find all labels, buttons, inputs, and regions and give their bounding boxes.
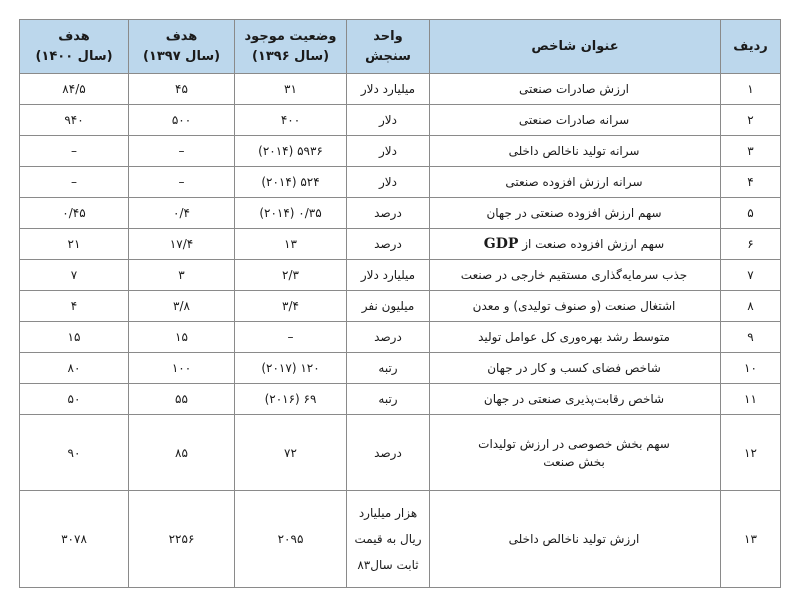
title-line-1: سهم بخش خصوصی در ارزش تولیدات <box>478 436 670 451</box>
cell-target-1400: ۲۱ <box>20 229 129 260</box>
cell-target-1400: ۸۰ <box>20 353 129 384</box>
table-row <box>20 491 781 588</box>
cell-current-value: ۱۳ <box>235 229 347 260</box>
cell-target-1400: ۵۰ <box>20 384 129 415</box>
table-row <box>20 105 781 136</box>
indicator-table-container <box>19 19 780 588</box>
title-text: سهم ارزش افزوده صنعت از <box>522 237 665 251</box>
cell-row-number: ۳ <box>721 136 781 167</box>
cell-target-1397: – <box>129 167 235 198</box>
cell-row-number: ۱۰ <box>721 353 781 384</box>
table-row <box>20 229 781 260</box>
unit-line-2: ریال به قیمت <box>354 532 422 546</box>
cell-indicator-title: شاخص فضای کسب و کار در جهان <box>430 353 721 384</box>
cell-current-value: ۲۰۹۵ <box>235 491 347 588</box>
cell-row-number: ۵ <box>721 198 781 229</box>
header-row-number: ردیف <box>721 20 781 74</box>
cell-indicator-title: سرانه ارزش افزوده صنعتی <box>430 167 721 198</box>
cell-target-1400: ۱۵ <box>20 322 129 353</box>
table-row <box>20 322 781 353</box>
table-row <box>20 384 781 415</box>
header-indicator-title: عنوان شاخص <box>430 20 721 74</box>
cell-unit: دلار <box>347 105 430 136</box>
cell-target-1397: ۳ <box>129 260 235 291</box>
cell-target-1397: ۰/۴ <box>129 198 235 229</box>
cell-current-value: ۵۹۳۶ (۲۰۱۴) <box>235 136 347 167</box>
cell-current-value: ۵۲۴ (۲۰۱۴) <box>235 167 347 198</box>
cell-unit: دلار <box>347 136 430 167</box>
cell-target-1400: ۹۴۰ <box>20 105 129 136</box>
cell-target-1400: – <box>20 136 129 167</box>
cell-row-number: ۱۱ <box>721 384 781 415</box>
cell-target-1397: ۱۵ <box>129 322 235 353</box>
cell-current-value: ۶۹ (۲۰۱۶) <box>235 384 347 415</box>
cell-unit: درصد <box>347 322 430 353</box>
cell-indicator-title: متوسط رشد بهره‌وری کل عوامل تولید <box>430 322 721 353</box>
cell-current-value: – <box>235 322 347 353</box>
cell-current-value: ۲/۳ <box>235 260 347 291</box>
cell-target-1397: – <box>129 136 235 167</box>
cell-indicator-title <box>430 415 721 491</box>
cell-indicator-title: ارزش صادرات صنعتی <box>430 74 721 105</box>
cell-row-number: ۱۳ <box>721 491 781 588</box>
cell-indicator-title: شاخص رقابت‌پذیری صنعتی در جهان <box>430 384 721 415</box>
unit-line-3: ثابت سال۸۳ <box>357 558 419 572</box>
cell-indicator-title: جذب سرمایه‌گذاری مستقیم خارجی در صنعت <box>430 260 721 291</box>
cell-indicator-title: اشتغال صنعت (و صنوف تولیدی) و معدن <box>430 291 721 322</box>
header-target-1397: هدف (سال ۱۳۹۷) <box>129 20 235 74</box>
cell-row-number: ۹ <box>721 322 781 353</box>
cell-row-number: ۲ <box>721 105 781 136</box>
header-target-1400: هدف (سال ۱۴۰۰) <box>20 20 129 74</box>
table-header-row <box>20 20 781 74</box>
cell-unit: درصد <box>347 198 430 229</box>
cell-unit: دلار <box>347 167 430 198</box>
cell-target-1397: ۴۵ <box>129 74 235 105</box>
cell-target-1397: ۳/۸ <box>129 291 235 322</box>
cell-row-number: ۴ <box>721 167 781 198</box>
cell-row-number: ۸ <box>721 291 781 322</box>
cell-indicator-title <box>430 229 721 260</box>
cell-unit: میلیارد دلار <box>347 74 430 105</box>
cell-target-1397: ۲۲۵۶ <box>129 491 235 588</box>
cell-row-number: ۱۲ <box>721 415 781 491</box>
cell-indicator-title: سرانه صادرات صنعتی <box>430 105 721 136</box>
cell-unit: رتبه <box>347 353 430 384</box>
cell-target-1397: ۸۵ <box>129 415 235 491</box>
gdp-label: GDP <box>483 236 519 252</box>
table-row <box>20 198 781 229</box>
table-row <box>20 136 781 167</box>
table-row <box>20 415 781 491</box>
cell-target-1397: ۱۷/۴ <box>129 229 235 260</box>
cell-current-value: ۰/۳۵ (۲۰۱۴) <box>235 198 347 229</box>
cell-unit: درصد <box>347 229 430 260</box>
cell-unit: درصد <box>347 415 430 491</box>
cell-target-1400: ۰/۴۵ <box>20 198 129 229</box>
cell-target-1400: ۷ <box>20 260 129 291</box>
cell-row-number: ۱ <box>721 74 781 105</box>
cell-current-value: ۷۲ <box>235 415 347 491</box>
unit-line-1: هزار میلیارد <box>358 506 418 520</box>
cell-indicator-title: ارزش تولید ناخالص داخلی <box>430 491 721 588</box>
cell-target-1400: ۸۴/۵ <box>20 74 129 105</box>
industry-indicators-table <box>19 19 781 588</box>
cell-indicator-title: سهم ارزش افزوده صنعتی در جهان <box>430 198 721 229</box>
cell-row-number: ۶ <box>721 229 781 260</box>
cell-current-value: ۳/۴ <box>235 291 347 322</box>
table-row <box>20 167 781 198</box>
cell-target-1397: ۵۰۰ <box>129 105 235 136</box>
cell-unit <box>347 491 430 588</box>
cell-indicator-title: سرانه تولید ناخالص داخلی <box>430 136 721 167</box>
cell-target-1400: ۹۰ <box>20 415 129 491</box>
table-row <box>20 353 781 384</box>
cell-unit: میلیون نفر <box>347 291 430 322</box>
cell-unit: رتبه <box>347 384 430 415</box>
cell-current-value: ۳۱ <box>235 74 347 105</box>
cell-target-1400: ۳۰۷۸ <box>20 491 129 588</box>
table-row <box>20 291 781 322</box>
table-row <box>20 74 781 105</box>
header-unit: واحد سنجش <box>347 20 430 74</box>
cell-row-number: ۷ <box>721 260 781 291</box>
cell-target-1397: ۱۰۰ <box>129 353 235 384</box>
cell-target-1397: ۵۵ <box>129 384 235 415</box>
cell-target-1400: – <box>20 167 129 198</box>
cell-current-value: ۴۰۰ <box>235 105 347 136</box>
cell-target-1400: ۴ <box>20 291 129 322</box>
table-row <box>20 260 781 291</box>
cell-current-value: ۱۲۰ (۲۰۱۷) <box>235 353 347 384</box>
title-line-2: بخش صنعت <box>543 454 605 469</box>
cell-unit: میلیارد دلار <box>347 260 430 291</box>
header-current-status: وضعیت موجود (سال ۱۳۹۶) <box>235 20 347 74</box>
